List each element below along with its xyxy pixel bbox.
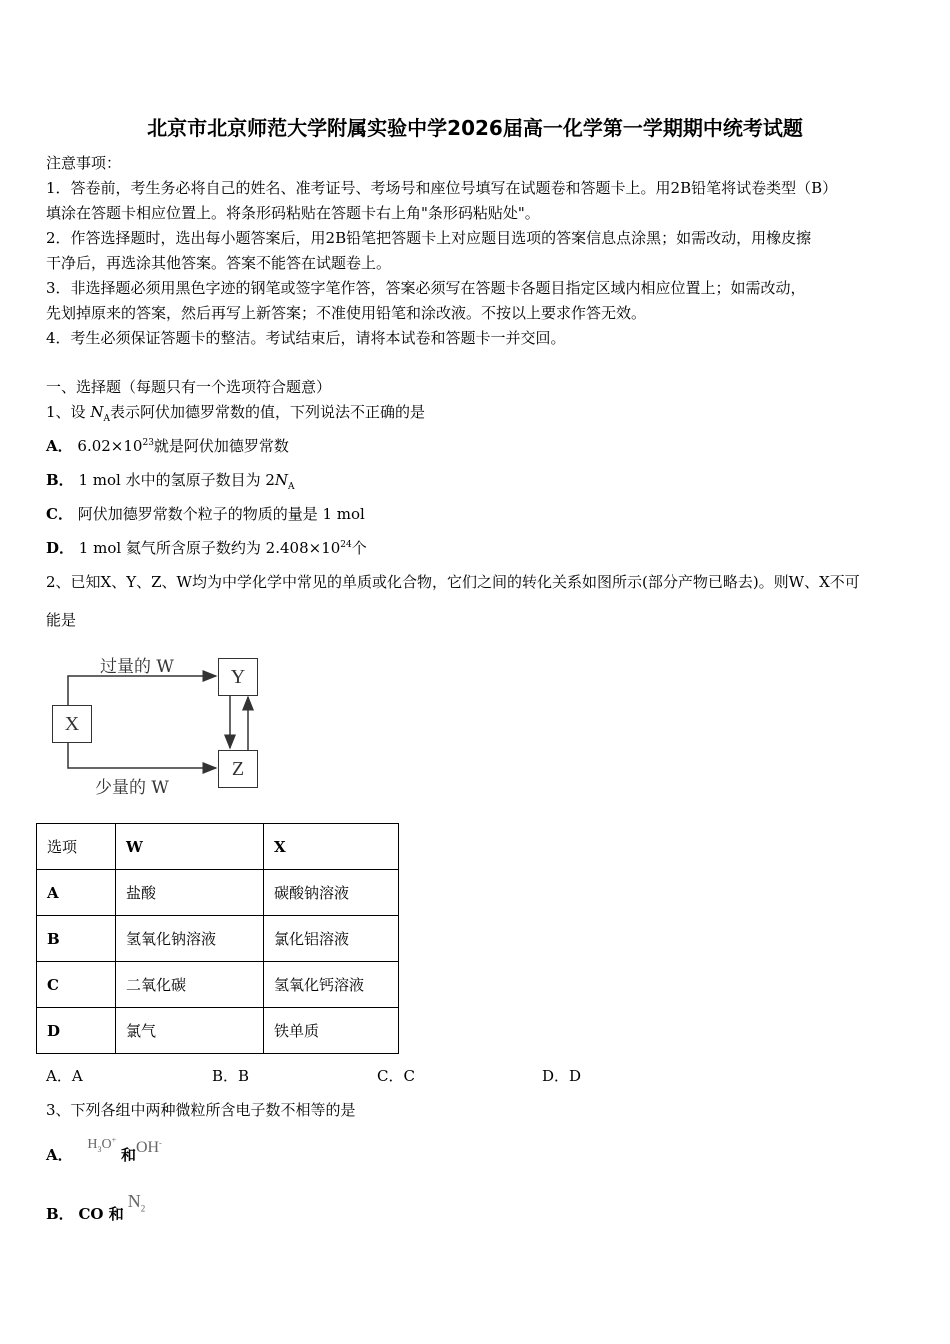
- q2-option-d: D．D: [542, 1067, 582, 1085]
- node-x: X: [52, 705, 92, 743]
- conversion-diagram-arrows: [0, 0, 300, 820]
- cell: A: [37, 870, 116, 916]
- label-excess-w: 过量的 W: [100, 657, 174, 677]
- note-line: 先划掉原来的答案，然后再写上新答案；不准使用铅笔和涂改液。不按以上要求作答无效。: [46, 304, 647, 322]
- q1-option-d: D． 1 mol 氦气所含原子数约为 $2.408\times 10^{24}$个: [46, 539, 367, 557]
- note-line: 4．考生必须保证答题卡的整洁。考试结束后，请将本试卷和答题卡一并交回。: [46, 329, 566, 347]
- cell: 氯气: [116, 1008, 264, 1054]
- q2-option-a: A．A: [46, 1067, 83, 1085]
- header-cell: X: [264, 824, 399, 870]
- q1-stem: 1、设 $N_A$表示阿伏加德罗常数的值，下列说法不正确的是: [46, 403, 425, 424]
- cell: 盐酸: [116, 870, 264, 916]
- note-line: 干净后，再选涂其他答案。答案不能答在试题卷上。: [46, 254, 392, 272]
- note-line: 2．作答选择题时，选出每小题答案后，用2B铅笔把答题卡上对应题目选项的答案信息点涂黑；如需改动，用橡皮擦: [46, 229, 812, 247]
- table-row: [37, 1008, 399, 1054]
- q2-stem: 2、已知X、Y、Z、W均为中学化学中常见的单质或化合物，它们之间的转化关系如图所示(部分产物已略去)。则W、X不可: [46, 573, 860, 591]
- q1-option-b: B． 1 mol 水中的氢原子数目为 $2N_A$: [46, 471, 295, 492]
- q3-option-a: A． $H_3O^+$ 和OH-: [46, 1135, 162, 1164]
- section-heading: 一、选择题（每题只有一个选项符合题意）: [46, 378, 332, 396]
- note-line: 填涂在答题卡相应位置上。将条形码粘贴在答题卡右上角"条形码粘贴处"。: [46, 204, 540, 222]
- node-z: Z: [218, 750, 258, 788]
- note-line: 3．非选择题必须用黑色字迹的钢笔或签字笔作答，答案必须写在答题卡各题目指定区域内相应位置上；如需改动，: [46, 279, 806, 297]
- table-row: [37, 962, 399, 1008]
- note-line: 1．答卷前，考生务必将自己的姓名、准考证号、考场号和座位号填写在试题卷和答题卡上。用2B铅笔将试卷类型（B）: [46, 179, 838, 197]
- cell: 氢氧化钠溶液: [116, 916, 264, 962]
- notes-heading: 注意事项：: [46, 154, 122, 172]
- q1-option-c: C． 阿伏加德罗常数个粒子的物质的量是 1 mol: [46, 505, 365, 523]
- q2-stem-cont: 能是: [46, 611, 77, 629]
- node-y: Y: [218, 658, 258, 696]
- header-cell: W: [116, 824, 264, 870]
- cell: 碳酸钠溶液: [264, 870, 399, 916]
- cell: B: [37, 916, 116, 962]
- q2-option-b: B．B: [212, 1067, 250, 1085]
- page-title: 北京市北京师范大学附属实验中学2026届高一化学第一学期期中统考试题: [147, 116, 803, 140]
- cell: 铁单质: [264, 1008, 399, 1054]
- table-row: [37, 916, 399, 962]
- cell: 二氧化碳: [116, 962, 264, 1008]
- label-little-w: 少量的 W: [95, 778, 169, 798]
- header-cell: 选项: [37, 824, 116, 870]
- table-row: [37, 870, 399, 916]
- q2-option-c: C．C: [377, 1067, 415, 1085]
- cell: 氢氧化钙溶液: [264, 962, 399, 1008]
- cell: C: [37, 962, 116, 1008]
- cell: 氯化铝溶液: [264, 916, 399, 962]
- q3-stem: 3、下列各组中两种微粒所含电子数不相等的是: [46, 1101, 356, 1119]
- table-header-row: [37, 824, 399, 870]
- q2-options-table: [36, 823, 399, 1054]
- q1-option-a: A． $6.02\times 10^{23}$就是阿伏加德罗常数: [46, 437, 289, 455]
- q3-option-b: B． CO 和$N_2$: [46, 1191, 146, 1223]
- cell: D: [37, 1008, 116, 1054]
